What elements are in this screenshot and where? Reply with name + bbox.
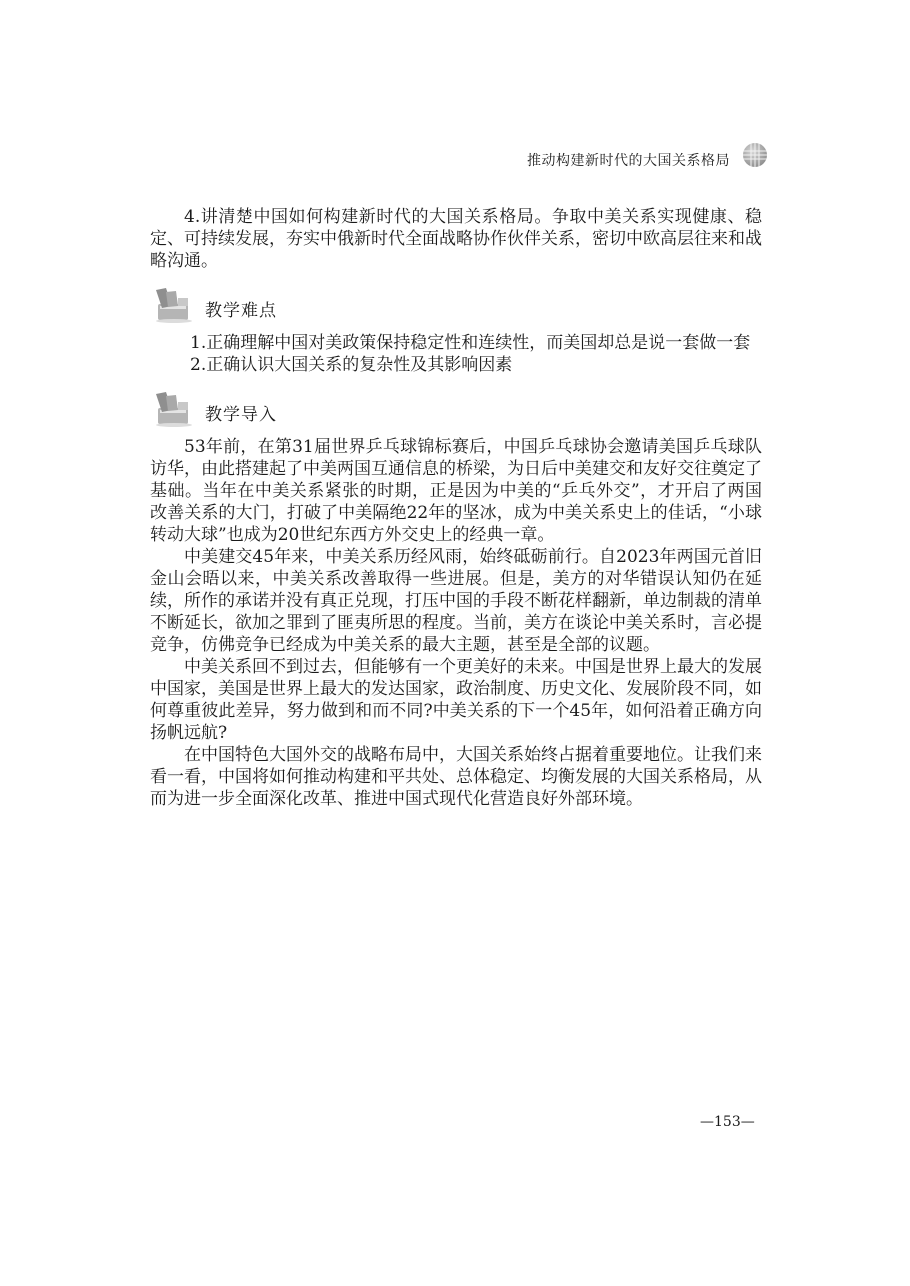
books-icon [152, 390, 194, 428]
globe-icon [742, 142, 768, 168]
intro-paragraph-3: 中美关系回不到过去，但能够有一个更美好的未来。中国是世界上最大的发展中国家，美国是世界上最大的发达国家，政治制度、历史文化、发展阶段不同，如何尊重彼此差异，努力做到和而不同?中美关系的下一个45年，如何沿着正确方向扬帆远航? [150, 657, 762, 743]
page-number: —153— [700, 1114, 755, 1130]
intro-paragraph-4: 在中国特色大国外交的战略布局中，大国关系始终占据着重要地位。让我们来看一看，中国将如何推动构建和平共处、总体稳定、均衡发展的大国关系格局，从而为进一步全面深化改革、推进中国式现代化营造良好外部环境。 [150, 745, 762, 809]
section-title-intro: 教学导入 [205, 405, 277, 425]
running-header [140, 142, 768, 172]
intro-paragraph-2: 中美建交45年来，中美关系历经风雨，始终砥砺前行。自2023年两国元首旧金山会晤以来，中美关系改善取得一些进展。但是，美方的对华错误认知仍在延续，所作的承诺并没有真正兑现，打压中国的手段不断花样翻新，单边制裁的清单不断延长，欲加之罪到了匪夷所思的程度。当前，美方在谈论中美关系时，言必提竞争，仿佛竞争已经成为中美关系的最大主题，甚至是全部的议题。 [150, 547, 762, 655]
intro-paragraph-1: 53年前，在第31届世界乒乓球锦标赛后，中国乒乓球协会邀请美国乒乓球队访华，由此搭建起了中美两国互通信息的桥梁，为日后中美建交和友好交往奠定了基础。当年在中美关系紧张的时期，正是因为中美的“乒乓外交”，才开启了两国改善关系的大门，打破了中美隔绝22年的坚冰，成为中美关系史上的佳话，“小球转动大球”也成为20世纪东西方外交史上的经典一章。 [150, 437, 762, 545]
teaching-goal-item-4: 4.讲清楚中国如何构建新时代的大国关系格局。争取中美关系实现健康、稳定、可持续发展，夯实中俄新时代全面战略协作伙伴关系，密切中欧高层往来和战略沟通。 [150, 207, 762, 271]
books-icon [152, 286, 194, 324]
section-heading-intro [150, 390, 762, 430]
running-header-title: 推动构建新时代的大国关系格局 [527, 153, 730, 169]
difficulty-item-1: 1.正确理解中国对美政策保持稳定性和连续性，而美国却总是说一套做一套 [190, 333, 751, 353]
page-body [150, 206, 762, 810]
section-heading-difficulties [150, 286, 762, 326]
difficulty-item-2: 2.正确认识大国关系的复杂性及其影响因素 [190, 355, 513, 375]
section-title-difficulties: 教学难点 [205, 301, 277, 321]
